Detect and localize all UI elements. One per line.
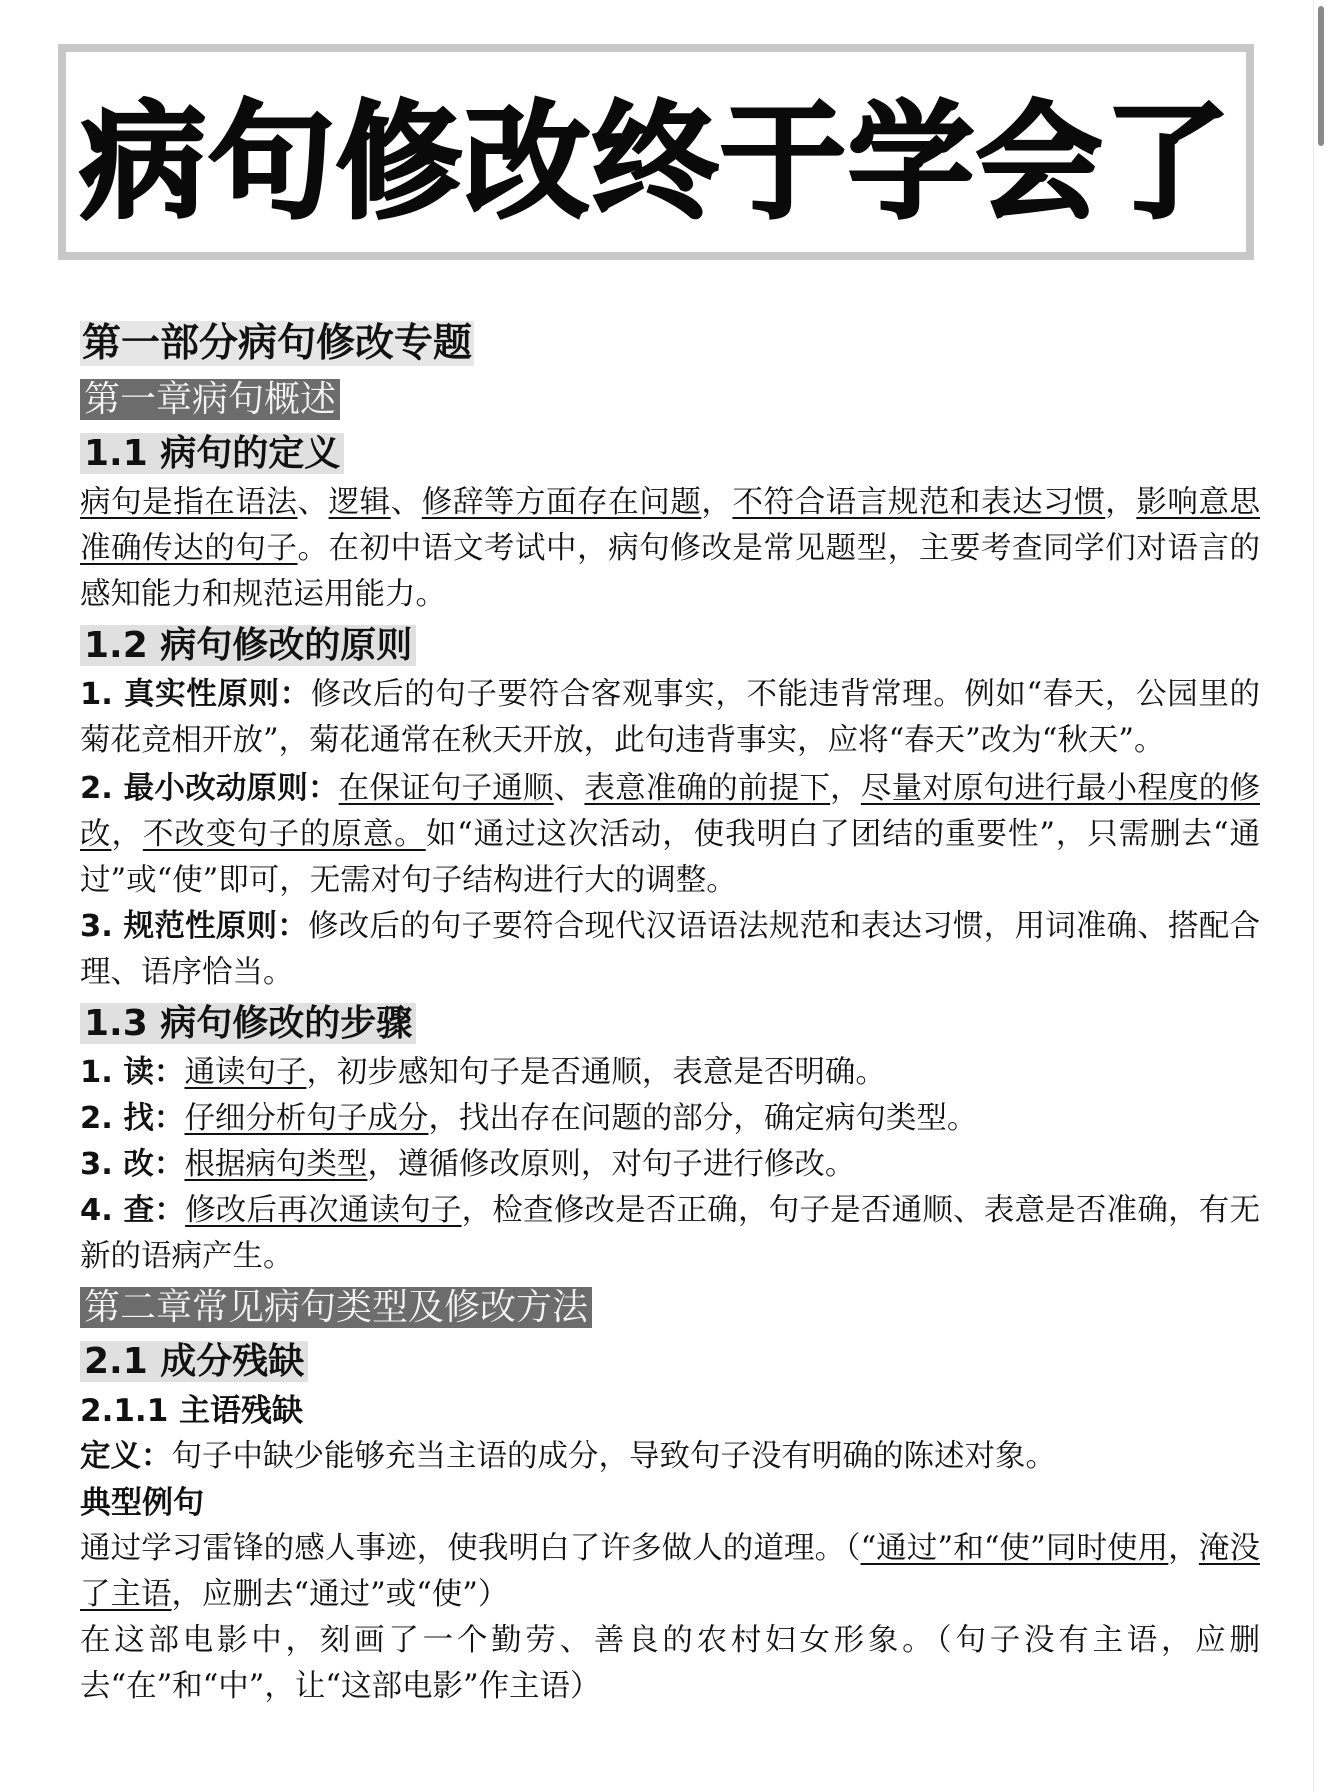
text: ，应删去“通过”或“使”）	[171, 1577, 509, 1612]
step-label: 1. 读：	[80, 1055, 185, 1090]
principle-text: 修改后的句子要符合现代汉语语法规范和表达习惯，用词准确、搭配合理、语序恰当。	[80, 909, 1260, 990]
underline-text: 修辞等方面存在问题	[421, 485, 702, 520]
underline-text: 不符合语言规范和表达习惯	[732, 485, 1106, 520]
subsection-2-1-1-heading: 2.1.1 主语残缺	[80, 1393, 304, 1429]
step-label: 2. 找：	[80, 1101, 185, 1136]
principle-2	[80, 766, 1260, 904]
text: 如“通过这次活动，使我明白了团结的重要性”，只需删去“通过”或“使”即可，无需对句子结构进行大的调整。	[80, 817, 1261, 898]
underline-text: 通读句子	[184, 1055, 307, 1090]
underline-text: 不改变句子的原意。	[142, 817, 426, 852]
chapter-2-heading	[80, 1282, 1260, 1334]
underline-text: 修改后再次通读句子	[185, 1193, 462, 1228]
part-heading	[80, 316, 1260, 372]
example-2: 在这部电影中，刻画了一个勤劳、善良的农村妇女形象。（句子没有主语，应删去“在”和“中”，让“这部电影”作主语）	[80, 1623, 1260, 1704]
scrollbar-thumb[interactable]	[1318, 6, 1324, 146]
text: ，	[111, 817, 143, 852]
principle-text: 修改后的句子要符合客观事实，不能违背常理。例如“春天，公园里的菊花竞相开放”，菊花通常在秋天开放，此句违背事实，应将“春天”改为“秋天”。	[80, 677, 1260, 758]
text: ，遵循修改原则，对句子进行修改。	[367, 1147, 856, 1182]
underline-text: 根据病句类型	[184, 1147, 368, 1182]
chapter-1-heading	[80, 374, 1260, 426]
scrollbar-track[interactable]	[1313, 0, 1328, 1792]
text: ，检查修改是否正确，句子是否通顺、表意是否准确，有无新的语病产生。	[80, 1193, 1261, 1274]
principle-label: 3. 规范性原则：	[80, 909, 308, 944]
step-4	[80, 1188, 1260, 1280]
example-1	[80, 1526, 1260, 1618]
text: ，	[830, 771, 861, 806]
step-3	[80, 1142, 1260, 1188]
part-heading-text: 第一部分病句修改专题	[82, 321, 473, 366]
underline-text: 逻辑	[328, 485, 391, 520]
definition-label: 定义：	[80, 1439, 172, 1474]
underline-text: “通过”和“使”同时使用	[860, 1531, 1169, 1566]
definition-text: 句子中缺少能够充当主语的成分，导致句子没有明确的陈述对象。	[171, 1439, 1056, 1474]
step-2	[80, 1096, 1260, 1142]
principle-label: 2. 最小改动原则：	[80, 771, 339, 806]
section-1-2-heading	[80, 620, 1260, 672]
step-label: 3. 改：	[80, 1147, 185, 1182]
text: 、	[390, 485, 422, 520]
step-1	[80, 1050, 1260, 1096]
document-body	[80, 316, 1260, 1710]
underline-text: 淹没了主语	[80, 1531, 1260, 1612]
text: ，找出存在问题的部分，确定病句类型。	[428, 1101, 978, 1136]
section-1-1-heading-text: 1.1 病句的定义	[80, 433, 344, 474]
underline-text: 尽量对原句进行最小程度的修改	[80, 771, 1261, 852]
section-1-1-heading	[80, 428, 1260, 480]
underline-text: 仔细分析句子成分	[184, 1101, 429, 1136]
section-1-3-heading	[80, 998, 1260, 1050]
text: ，	[1168, 1531, 1199, 1566]
title-banner	[58, 44, 1254, 260]
section-2-1-heading-text: 2.1 成分残缺	[80, 1341, 308, 1382]
text: 。在初中语文考试中，病句修改是常见题型，主要考查同学们对语言的感知能力和规范运用能力。	[80, 531, 1261, 612]
step-label: 4. 查：	[80, 1193, 186, 1228]
underline-text: 表意准确的前提下	[584, 771, 831, 806]
underline-text: 病句是指在语法	[80, 485, 298, 520]
page-title: 病句修改终于学会了	[80, 88, 1232, 236]
principle-3	[80, 904, 1260, 996]
chapter-1-heading-text: 第一章病句概述	[80, 379, 340, 420]
example-label: 典型例句	[80, 1485, 204, 1521]
text: 通过学习雷锋的感人事迹，使我明白了许多做人的道理。（	[80, 1531, 861, 1566]
section-1-1-paragraph	[80, 480, 1260, 618]
text: 、	[553, 771, 585, 806]
principle-label: 1. 真实性原则：	[80, 677, 311, 712]
underline-text: 在保证句子通顺	[338, 771, 554, 806]
text: ，	[1105, 485, 1137, 520]
definition	[80, 1434, 1260, 1480]
text: ，初步感知句子是否通顺，表意是否明确。	[306, 1055, 886, 1090]
chapter-2-heading-text: 第二章常见病句类型及修改方法	[80, 1287, 592, 1328]
text: ，	[701, 485, 733, 520]
text: 、	[297, 485, 329, 520]
section-1-2-heading-text: 1.2 病句修改的原则	[80, 625, 416, 666]
section-2-1-heading	[80, 1336, 1260, 1388]
principle-1	[80, 672, 1260, 764]
underline-text: 影响意思准确传达的句子	[80, 485, 1261, 566]
section-1-3-heading-text: 1.3 病句修改的步骤	[80, 1003, 416, 1044]
